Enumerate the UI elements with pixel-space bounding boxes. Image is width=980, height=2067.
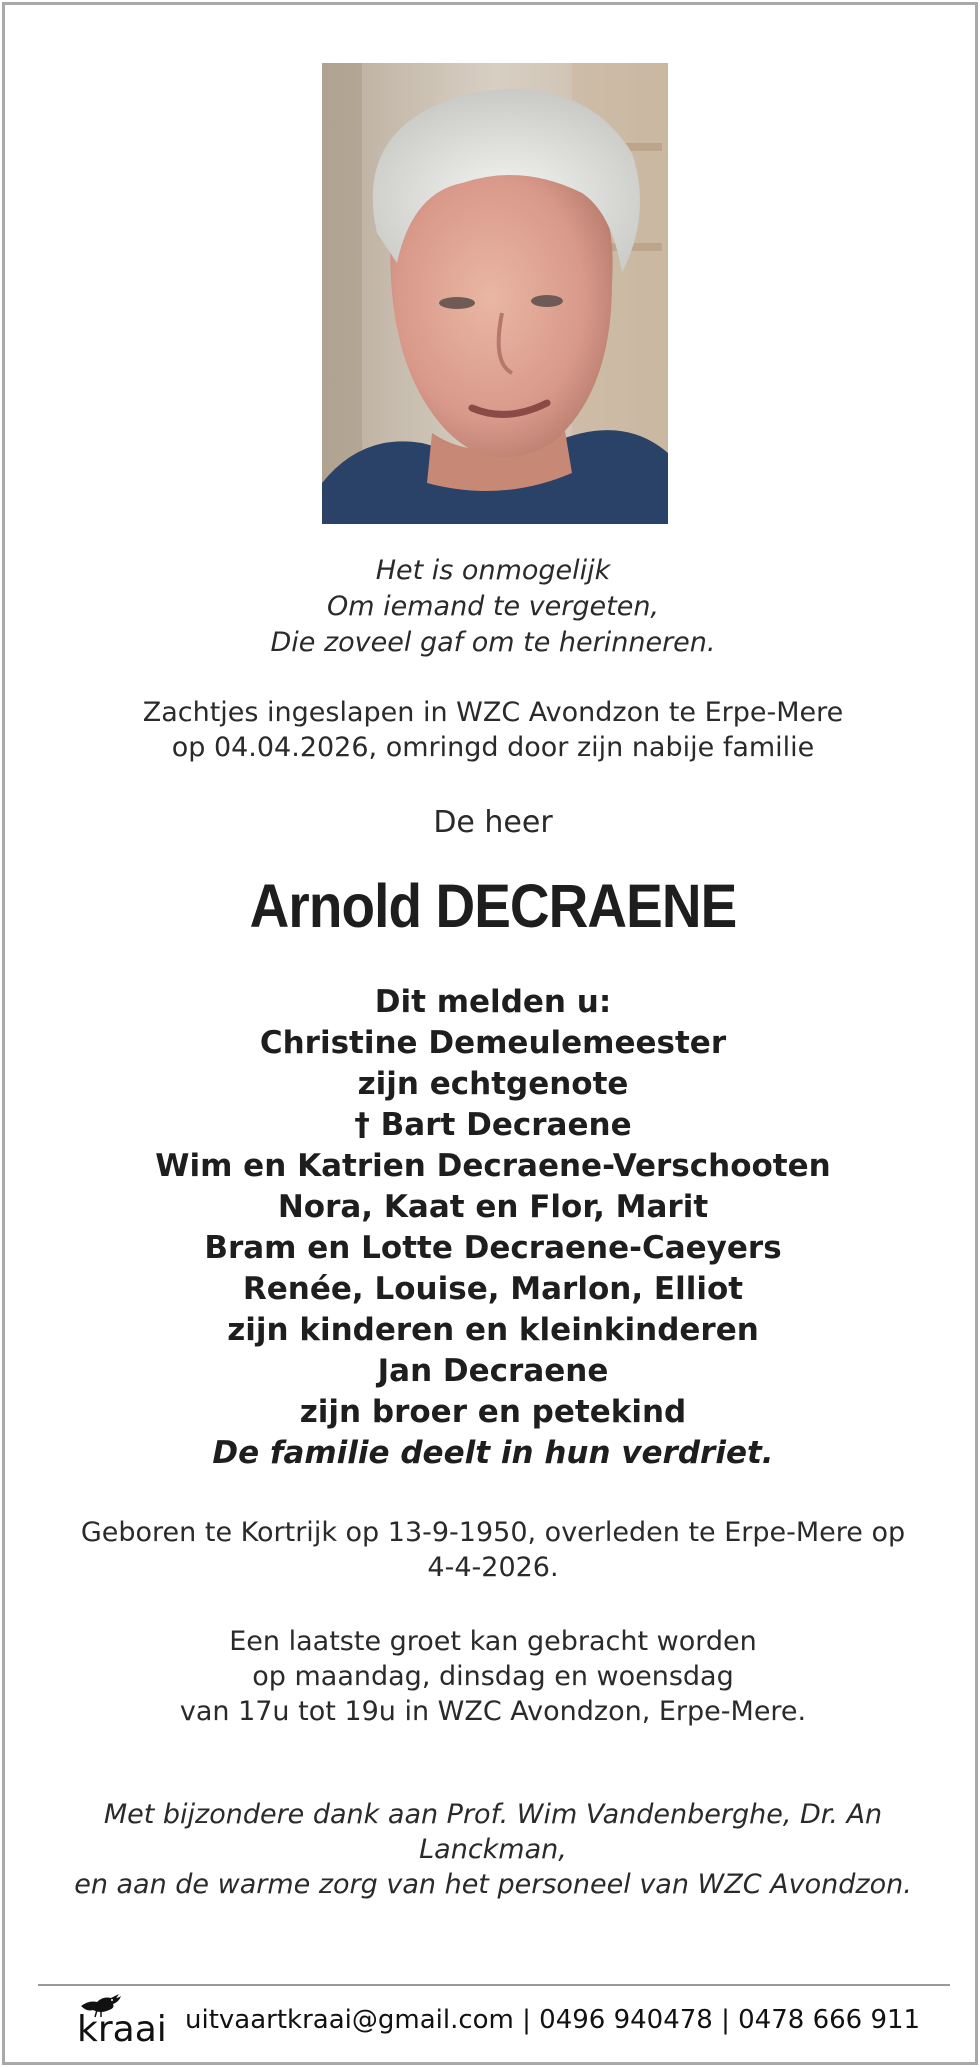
family-line: † Bart Decraene <box>354 1107 632 1143</box>
thanks-notice <box>5 1797 980 1902</box>
footer <box>77 1990 927 2050</box>
family-line: zijn kinderen en kleinkinderen <box>227 1312 759 1348</box>
family-line: Christine Demeulemeester <box>259 1025 727 1061</box>
thanks-line: en aan de warme zorg van het personeel van WZC Avondzon. <box>74 1869 912 1900</box>
visitation-line: Een laatste groet kan gebracht worden <box>229 1626 757 1657</box>
kraai-logo <box>77 1990 177 2050</box>
visitation-notice <box>5 1624 980 1729</box>
birth-death-notice: Geboren te Kortrijk op 13-9-1950, overleden te Erpe-Mere op 4-4-2026. <box>80 1517 906 1583</box>
contact-info: uitvaartkraai@gmail.com | 0496 940478 | 0478 666 911 <box>185 2005 921 2035</box>
visitation-line: van 17u tot 19u in WZC Avondzon, Erpe-Mere. <box>179 1696 807 1727</box>
memorial-poem <box>5 553 980 661</box>
portrait-illustration <box>322 63 668 524</box>
death-notice <box>5 695 980 765</box>
poem-line: Om iemand te vergeten, <box>326 591 660 622</box>
obituary-card <box>2 2 978 2065</box>
family-closing: De familie deelt in hun verdriet. <box>212 1435 774 1471</box>
deceased-name: Arnold DECRAENE <box>249 872 737 940</box>
family-line: Bram en Lotte Decraene-Caeyers <box>204 1230 782 1266</box>
logo-text: kraai <box>77 2009 167 2050</box>
family-line: Renée, Louise, Marlon, Elliot <box>242 1271 744 1307</box>
family-line: zijn broer en petekind <box>299 1394 687 1430</box>
family-line: Nora, Kaat en Flor, Marit <box>277 1189 709 1225</box>
family-line: zijn echtgenote <box>357 1066 629 1102</box>
thanks-line: Met bijzondere dank aan Prof. Wim Vandenberghe, Dr. An Lanckman, <box>103 1799 883 1865</box>
family-line: Jan Decraene <box>377 1353 609 1389</box>
death-notice-line: op 04.04.2026, omringd door zijn nabije familie <box>171 732 815 763</box>
footer-divider <box>38 1984 950 1986</box>
family-announcement <box>5 982 980 1474</box>
poem-line: Die zoveel gaf om te herinneren. <box>270 627 716 658</box>
salutation: De heer <box>433 805 553 840</box>
portrait-photo <box>322 63 668 524</box>
family-line: Wim en Katrien Decraene-Verschooten <box>155 1148 831 1184</box>
family-line: Dit melden u: <box>374 984 612 1020</box>
death-notice-line: Zachtjes ingeslapen in WZC Avondzon te Erpe-Mere <box>142 697 844 728</box>
poem-line: Het is onmogelijk <box>375 555 611 586</box>
visitation-line: op maandag, dinsdag en woensdag <box>252 1661 734 1692</box>
